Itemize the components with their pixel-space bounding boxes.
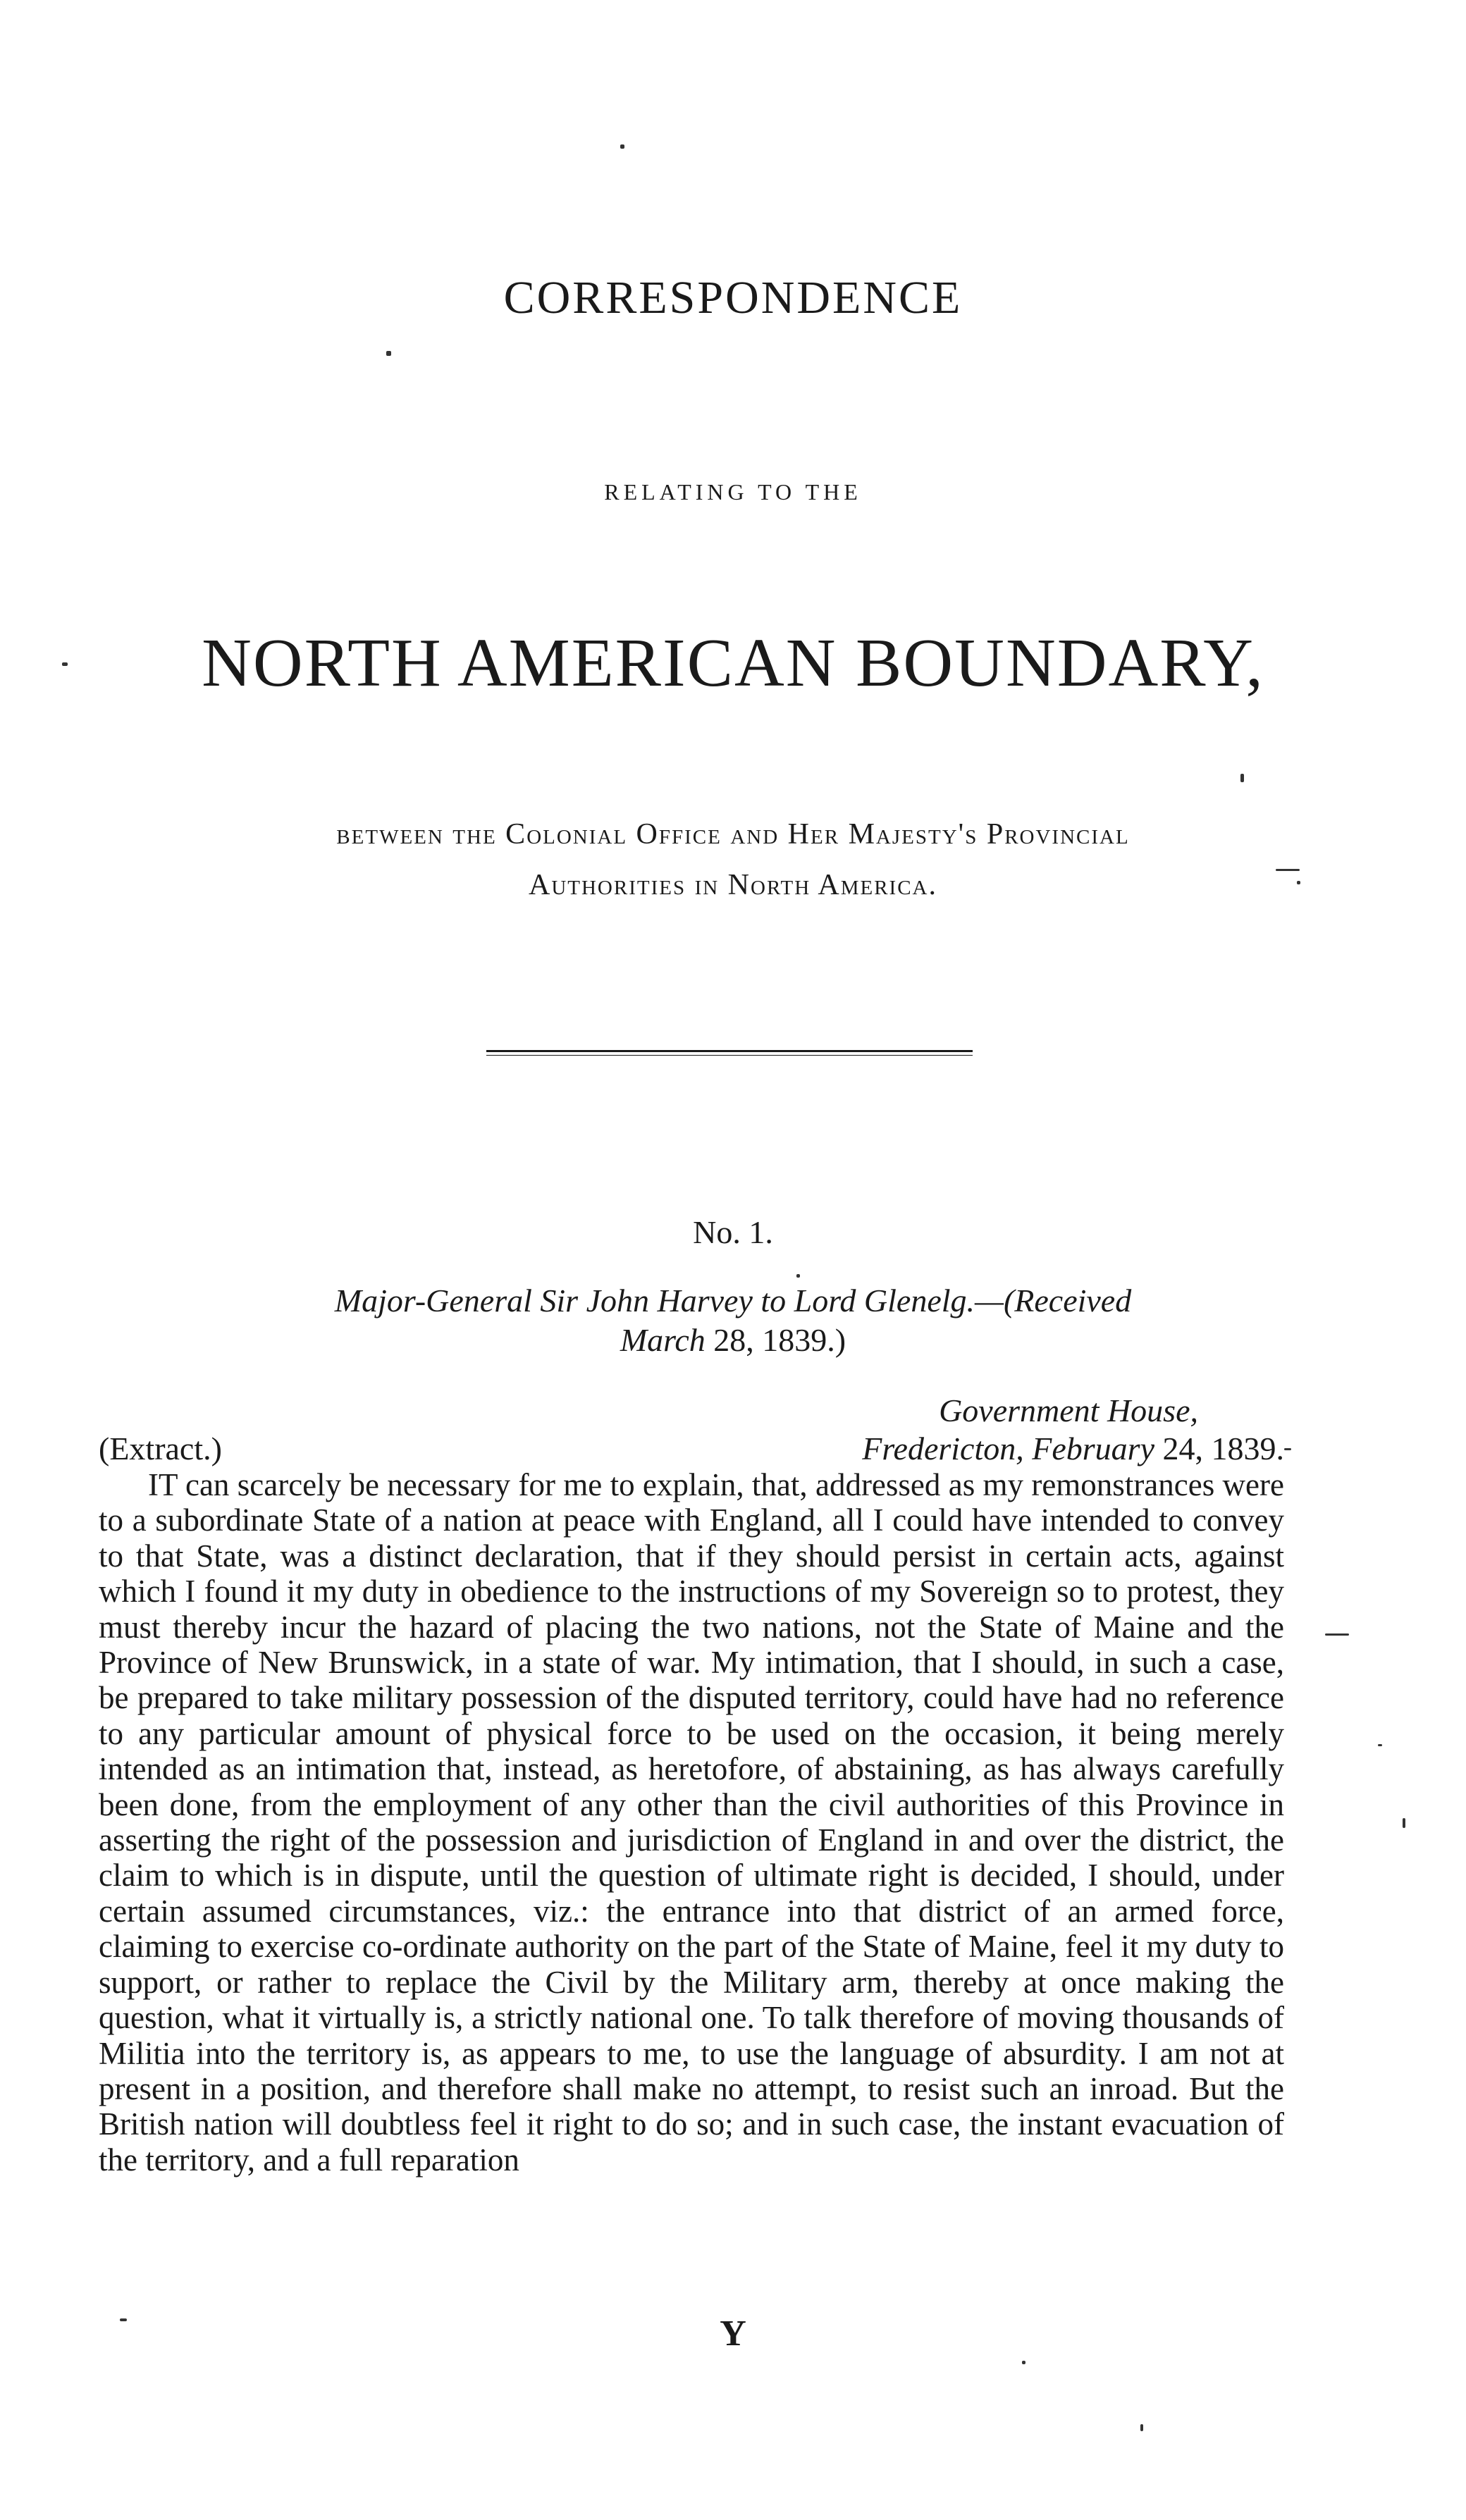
relating-line: RELATING TO THE (604, 479, 862, 505)
heading-date: 28, 1839.) (705, 1322, 846, 1358)
section-divider (486, 1050, 973, 1056)
between-line-1: between the Colonial Office and Her Majesty's Provincial (336, 818, 1130, 851)
scan-speck (1284, 1448, 1291, 1450)
address-place-month: Fredericton, February (862, 1431, 1154, 1466)
scan-speck (1325, 1633, 1349, 1636)
heading-from: Major-General Sir John Harvey to Lord Glenelg.—(Received (334, 1283, 1132, 1318)
address-date: 24, 1839. (1154, 1431, 1284, 1466)
scan-speck (1022, 2361, 1025, 2364)
address-line-2 (705, 1430, 1284, 1467)
letter-heading (183, 1281, 1283, 1360)
letter-number: No. 1. (693, 1214, 773, 1250)
scan-speck (1403, 1818, 1405, 1828)
signature-mark: Y (720, 2314, 746, 2354)
body-paragraph: IT can scarcely be necessary for me to explain, that, addressed as my remonstrances were to a subordinate State of a nation at peace with England, all I could have intended to convey to that State, was a distinct declaration, that if they should persist in certain acts, against which I found it my duty in obedience to the instructions of my Sovereign so to protest, they must thereby incur the hazard of placing the two nations, not the State of Maine and the Province of New Brunswick, in a state of war. My intimation, that I should, in such a case, be prepared to take military possession of the disputed territory, could have had no reference to any particular amount of physical force to be used on the occasion, it being merely intended as an intimation that, instead, as heretofore, of abstaining, as has always carefully been done, from the employment of any other than the civil authorities of this Province in asserting the right of the possession and jurisdiction of England in and over the district, the claim to which is in dispute, until the question of ultimate right is decided, I should, under certain assumed circumstances, viz.: the entrance into that district of an armed force, claiming to exercise co-ordinate authority on the part of the State of Maine, feel it my duty to support, or rather to replace the Civil by the Military arm, thereby at once making the question, what it virtually is, a strictly national one. To talk therefore of moving thousands of Militia into the territory is, as appears to me, to use the language of absurdity. I am not at present in a position, and therefore shall make no attempt, to resist such an inroad. But the British nation will doubtless feel it right to do so; and in such case, the instant evacuation of the territory, and a full reparation (99, 1467, 1284, 2178)
between-line-2: Authorities in North America. (528, 869, 938, 901)
scan-speck (1276, 869, 1300, 871)
scan-speck (120, 2318, 127, 2321)
scan-speck (1297, 881, 1300, 884)
scan-speck (796, 1274, 800, 1278)
document-title: CORRESPONDENCE (503, 272, 963, 323)
address-line-1: Government House, (939, 1392, 1198, 1428)
heading-month: March (620, 1322, 706, 1358)
scan-speck (386, 351, 391, 356)
extract-label: (Extract.) (99, 1431, 222, 1466)
scan-speck (1240, 774, 1244, 782)
scan-speck (1140, 2424, 1143, 2431)
scan-speck (620, 144, 624, 149)
boundary-title: NORTH AMERICAN BOUNDARY, (202, 625, 1264, 701)
scan-speck (62, 662, 68, 666)
scan-speck (1378, 1744, 1382, 1746)
